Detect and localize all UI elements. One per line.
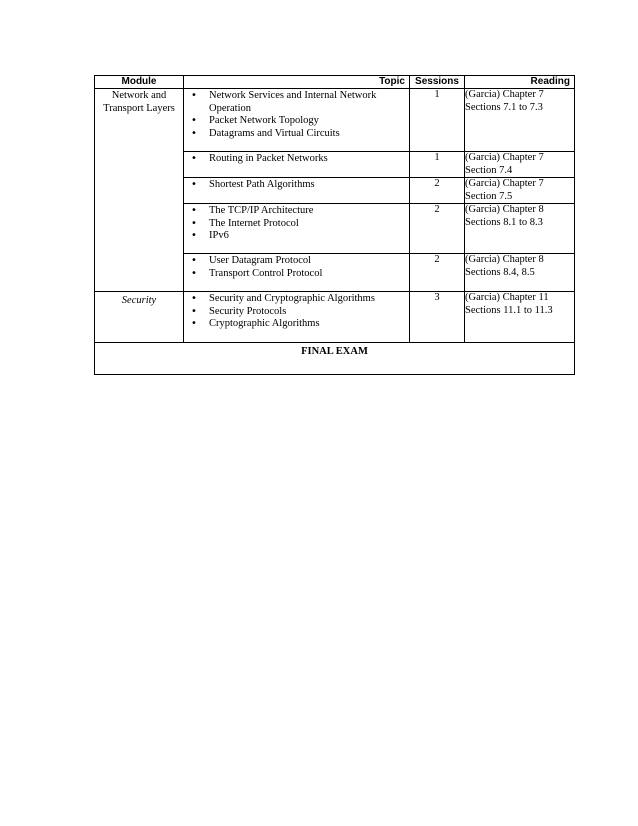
reading-cell: (Garcia) Chapter 7 Section 7.4: [465, 152, 575, 178]
sessions-cell: 2: [410, 204, 465, 254]
header-topic: Topic: [184, 76, 410, 89]
header-reading: Reading: [465, 76, 575, 89]
header-sessions: Sessions: [410, 76, 465, 89]
sessions-cell: 2: [410, 254, 465, 292]
topic-item: • Datagrams and Virtual Circuits: [184, 128, 409, 141]
table-row: [95, 292, 575, 343]
sessions-cell: 2: [410, 178, 465, 204]
table-header-row: [95, 76, 575, 89]
sessions-cell: 1: [410, 89, 465, 152]
final-exam-label: FINAL EXAM: [301, 346, 368, 357]
topic-item: • Transport Control Protocol: [184, 268, 409, 281]
topic-cell: [184, 254, 410, 292]
topic-cell: [184, 178, 410, 204]
topic-item: • Cryptographic Algorithms: [184, 318, 409, 331]
topic-cell: [184, 292, 410, 343]
reading-cell: (Garcia) Chapter 7 Section 7.5: [465, 178, 575, 204]
topic-item: • Shortest Path Algorithms: [184, 179, 409, 192]
header-module: Module: [95, 76, 184, 89]
topic-item: • The TCP/IP Architecture: [184, 205, 409, 218]
topic-item: • Packet Network Topology: [184, 115, 409, 128]
module-security: Security: [95, 292, 184, 343]
sessions-cell: 3: [410, 292, 465, 343]
topic-item: • Routing in Packet Networks: [184, 153, 409, 166]
final-exam-cell: [95, 343, 575, 375]
topic-item: • User Datagram Protocol: [184, 255, 409, 268]
topic-cell: [184, 89, 410, 152]
reading-cell: (Garcia) Chapter 7 Sections 7.1 to 7.3: [465, 89, 575, 152]
topic-cell: [184, 204, 410, 254]
topic-item: • The Internet Protocol: [184, 218, 409, 231]
topic-cell: [184, 152, 410, 178]
topic-item: • Network Services and Internal Network Operation: [184, 90, 409, 115]
module-network-transport: Network and Transport Layers: [95, 89, 184, 292]
reading-cell: (Garcia) Chapter 11 Sections 11.1 to 11.3: [465, 292, 575, 343]
reading-cell: (Garcia) Chapter 8 Sections 8.1 to 8.3: [465, 204, 575, 254]
sessions-cell: 1: [410, 152, 465, 178]
course-schedule-table: [94, 75, 575, 375]
topic-item: • IPv6: [184, 230, 409, 243]
table-row: [95, 89, 575, 152]
topic-item: • Security Protocols: [184, 306, 409, 319]
final-exam-row: [95, 343, 575, 375]
reading-cell: (Garcia) Chapter 8 Sections 8.4, 8.5: [465, 254, 575, 292]
topic-item: • Security and Cryptographic Algorithms: [184, 293, 409, 306]
